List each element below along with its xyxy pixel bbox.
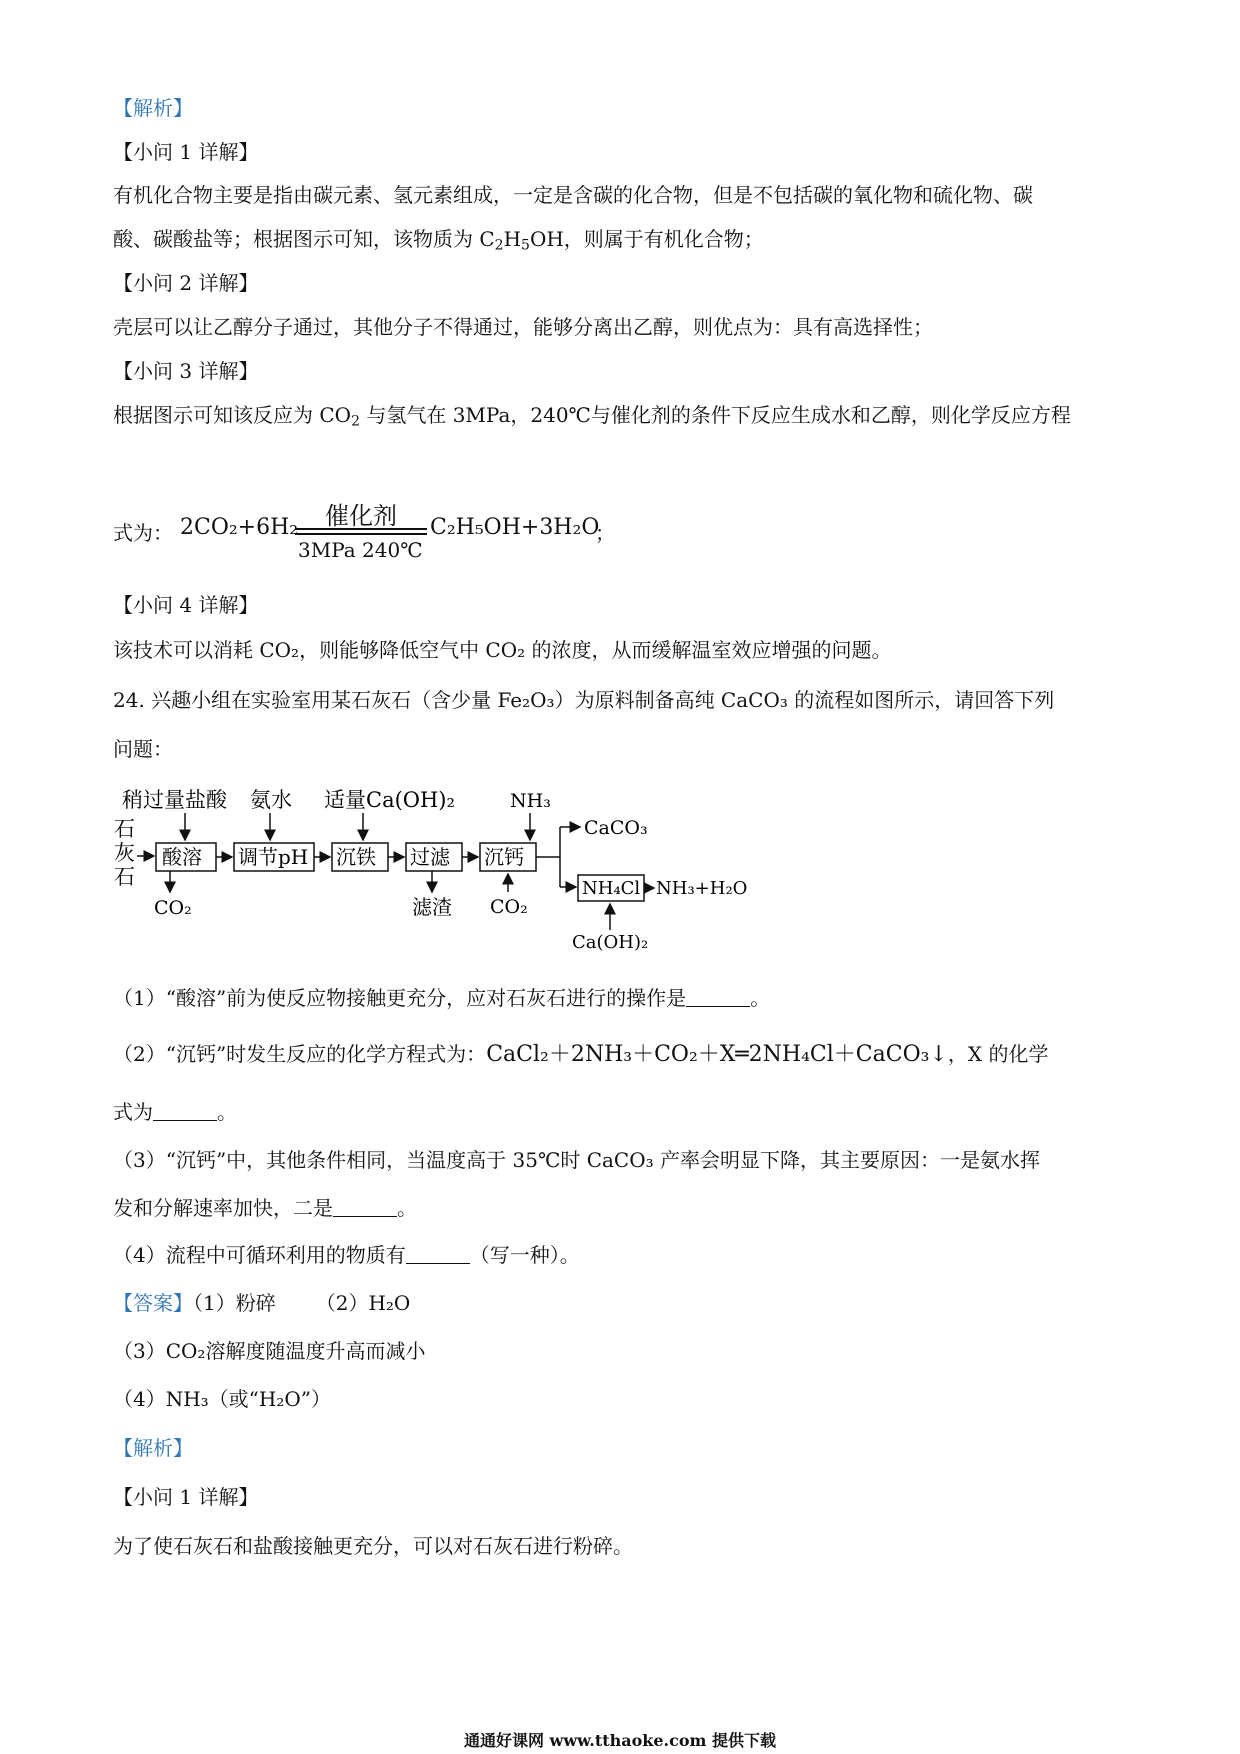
subquestion-2-heading: 【小问 2 详解】	[113, 271, 259, 295]
answer-blank-2	[153, 1102, 217, 1121]
input-caoh2-label: 适量Ca(OH)₂	[324, 788, 455, 812]
equation-reactants: 2CO₂+6H₂	[180, 515, 299, 540]
q1-line-1: 有机化合物主要是指由碳元素、氢元素组成，一定是含碳的化合物，但是不包括碳的氧化物和硫化物、碳	[113, 183, 1033, 207]
box-precipitate-iron-label: 沉铁	[336, 845, 376, 869]
q24-analysis-heading: 【解析】	[113, 1436, 193, 1460]
q24-part-2: （2）“沉钙”时发生反应的化学方程式为：CaCl₂＋2NH₃＋CO₂＋X═2NH₄Cl＋CaCO₃↓，X 的化学	[113, 1042, 1049, 1067]
page-footer: 通通好课网 www.tthaoke.com 提供下载	[463, 1731, 777, 1750]
input-nh3-label: NH₃	[510, 790, 551, 812]
subquestion-1-heading: 【小问 1 详解】	[113, 140, 259, 164]
raw-label-3: 石	[114, 865, 135, 889]
answer-blank-3	[333, 1198, 397, 1217]
input-co2-label: CO₂	[490, 896, 528, 918]
box-filter-label: 过滤	[410, 845, 450, 869]
equation-catalyst: 催化剂	[325, 502, 397, 530]
box-nh4cl-label: NH₄Cl	[582, 878, 641, 899]
input-caoh2-b-label: Ca(OH)₂	[572, 932, 649, 953]
q4-line-1: 该技术可以消耗 CO₂，则能够降低空气中 CO₂ 的浓度，从而缓解温室效应增强的问题。	[113, 638, 892, 662]
q1-line-2: 酸、碳酸盐等；根据图示可知，该物质为 $C_2H_5OH$，则属于有机化合物；	[113, 227, 764, 254]
answer-line-1: 【答案】（1）粉碎 （2）H₂O	[113, 1291, 411, 1315]
equation-products: C₂H₅OH+3H₂O	[430, 515, 600, 540]
subquestion-3-heading: 【小问 3 详解】	[113, 359, 259, 383]
analysis-heading: 【解析】	[113, 96, 193, 120]
q24-stem-line-1: 24. 兴趣小组在实验室用某石灰石（含少量 Fe₂O₃）为原料制备高纯 CaCO₃ 的流程如图所示，请回答下列	[113, 688, 1055, 712]
output-caco3-label: CaCO₃	[584, 817, 648, 839]
q24-subquestion-1-heading: 【小问 1 详解】	[113, 1485, 259, 1509]
box-adjust-ph-label: 调节pH	[238, 845, 309, 869]
output-co2-label: CO₂	[154, 897, 192, 919]
q24-stem-line-2: 问题：	[113, 737, 173, 761]
q24-part-1: （1）“酸溶”前为使反应物接触更充分，应对石灰石进行的操作是 。	[113, 986, 771, 1010]
q24-part-3-line-2: 发和分解速率加快，二是 。	[113, 1196, 417, 1220]
answer-blank-4	[406, 1245, 470, 1264]
answer-tag: 【答案】	[113, 1291, 193, 1315]
equation-double-bar	[295, 528, 427, 535]
raw-label-2: 灰	[114, 841, 135, 865]
answer-blank-1	[686, 988, 750, 1007]
input-ammonia-label: 氨水	[250, 788, 292, 812]
q24-part-3-line-1: （3）“沉钙”中，其他条件相同，当温度高于 35℃时 CaCO₃ 产率会明显下降，其主要原因：一是氨水挥	[113, 1148, 1041, 1172]
equation-end: ；	[595, 521, 615, 545]
raw-label-1: 石	[114, 817, 135, 841]
q24-sub1-line-1: 为了使石灰石和盐酸接触更充分，可以对石灰石进行粉碎。	[113, 1534, 633, 1558]
output-residue-label: 滤渣	[412, 895, 452, 919]
answer-line-4: （4）NH₃（或“H₂O”）	[113, 1387, 331, 1411]
output-nh3-h2o-label: NH₃+H₂O	[656, 878, 748, 899]
q24-part-2-cont: 式为 。	[113, 1100, 237, 1124]
process-flow-diagram	[110, 780, 810, 960]
subquestion-4-heading: 【小问 4 详解】	[113, 593, 259, 617]
q24-part-4: （4）流程中可循环利用的物质有 （写一种）。	[113, 1243, 580, 1267]
answer-line-3: （3）CO₂溶解度随温度升高而减小	[113, 1339, 426, 1363]
q3-equation-prefix: 式为：	[113, 521, 173, 545]
q3-line-1: 根据图示可知该反应为 $CO_2$ 与氢气在 3MPa，240℃与催化剂的条件下反应生成水和乙醇，则化学反应方程	[113, 403, 1071, 430]
equation-condition: 3MPa 240℃	[298, 538, 423, 562]
box-precipitate-calcium-label: 沉钙	[484, 845, 524, 869]
q2-line-1: 壳层可以让乙醇分子通过，其他分子不得通过，能够分离出乙醇，则优点为：具有高选择性；	[113, 315, 933, 339]
box-acid-dissolve-label: 酸溶	[162, 845, 202, 869]
input-acid-label: 稍过量盐酸	[122, 788, 227, 812]
